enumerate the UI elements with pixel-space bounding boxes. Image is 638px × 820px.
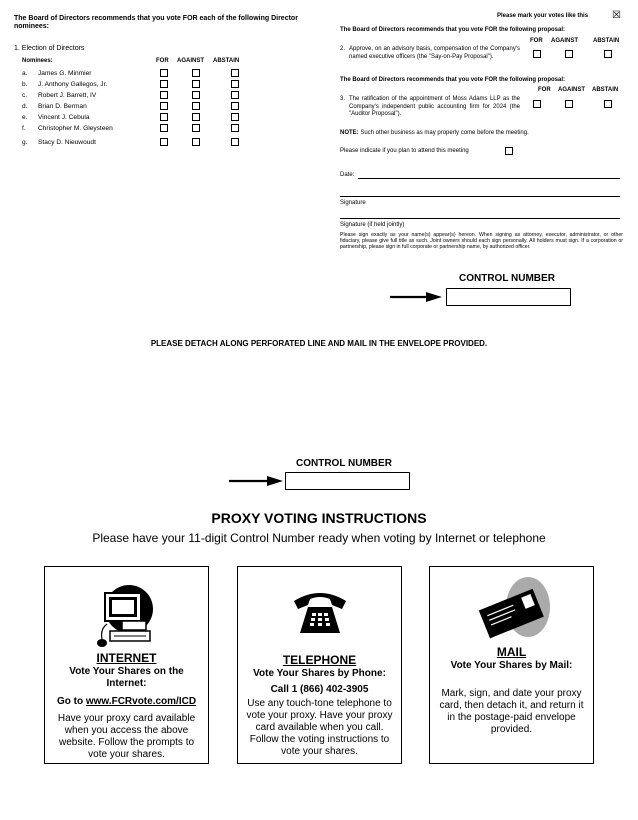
- computer-icon: [92, 579, 162, 649]
- telephone-number: Call 1 (866) 402-3905: [270, 684, 369, 695]
- internet-card: [44, 566, 209, 764]
- proposal-2-against-checkbox[interactable]: [565, 50, 573, 58]
- internet-goto-prefix: Go to: [56, 696, 86, 707]
- arrow-right-icon: [390, 291, 442, 303]
- attend-meeting-checkbox[interactable]: [505, 147, 513, 155]
- telephone-title: TELEPHONE: [282, 653, 357, 667]
- proxy-voting-title: PROXY VOTING INSTRUCTIONS: [211, 510, 427, 526]
- item-3-text: The ratification of the appointment of Moss Adams LLP as the Company's independent public accounting firm for 2024 (the "Auditor Proposal").: [349, 96, 520, 117]
- nominee-abstain-checkbox[interactable]: [231, 124, 239, 132]
- internet-url-link[interactable]: www.FCRvote.com/ICD: [85, 696, 197, 707]
- proposal-2-abstain-checkbox[interactable]: [604, 50, 612, 58]
- board-recommendation-directors: The Board of Directors recommends that you vote FOR each of the following Director nominees:: [14, 15, 298, 30]
- nominee-name: Christopher M. Gleysteen: [38, 125, 113, 132]
- nominee-name: Robert J. Barrett, IV: [38, 92, 97, 99]
- nominee-letter: f.: [22, 125, 26, 132]
- nominee-letter: c.: [22, 92, 28, 99]
- nominee-abstain-checkbox[interactable]: [231, 91, 239, 99]
- telephone-card: [237, 566, 402, 764]
- control-number-label-bottom: CONTROL NUMBER: [296, 458, 392, 469]
- mail-body: Mark, sign, and date your proxy card, then detach it, and return it in the postage-paid envelope provided.: [439, 688, 584, 735]
- detach-instruction: PLEASE DETACH ALONG PERFORATED LINE AND MAIL IN THE ENVELOPE PROVIDED.: [150, 339, 488, 348]
- nominee-for-checkbox[interactable]: [160, 80, 168, 88]
- col-against-label: AGAINST: [177, 58, 204, 64]
- nominee-against-checkbox[interactable]: [192, 102, 200, 110]
- nominee-for-checkbox[interactable]: [160, 69, 168, 77]
- nominee-name: James G. Minmier: [38, 70, 92, 77]
- nominee-abstain-checkbox[interactable]: [231, 80, 239, 88]
- mail-title: MAIL: [496, 645, 527, 659]
- control-number-box-top[interactable]: [446, 288, 571, 306]
- telephone-subtitle: Vote Your Shares by Phone:: [253, 668, 386, 679]
- item-election-of-directors: 1. Election of Directors: [14, 45, 85, 52]
- nominee-letter: d.: [22, 103, 28, 110]
- nominee-name: Vincent J. Cebula: [38, 114, 90, 121]
- internet-body: Have your proxy card available when you access the above website. Follow the prompts to vote your shares.: [57, 713, 196, 760]
- p3-col-abstain-label: ABSTAIN: [592, 87, 619, 93]
- nominee-name: J. Anthony Gallegos, Jr.: [38, 81, 108, 88]
- mark-votes-instruction: Please mark your votes like this: [497, 13, 589, 19]
- p2-col-against-label: AGAINST: [551, 38, 578, 44]
- nominee-against-checkbox[interactable]: [192, 138, 200, 146]
- nominee-against-checkbox[interactable]: [192, 69, 200, 77]
- item-2-number: 2.: [340, 46, 346, 52]
- nominee-against-checkbox[interactable]: [192, 80, 200, 88]
- col-for-label: FOR: [156, 58, 169, 64]
- signature-joint-label: Signature (if held jointly): [340, 222, 405, 228]
- note: [340, 130, 529, 136]
- internet-goto: [45, 696, 208, 708]
- nominee-letter: g.: [22, 139, 28, 146]
- item-2-text: Approve, on an advisory basis, compensation of the Company's named executive officers (the "Say-on-Pay Proposal").: [349, 46, 520, 60]
- proposal-3-for-checkbox[interactable]: [533, 100, 541, 108]
- nominee-abstain-checkbox[interactable]: [231, 138, 239, 146]
- signing-instructions: Please sign exactly as your name(s) appear(s) hereon. When signing as attorney, executor, administrator, or other fiduciary, please give full title as such. Joint owners should each sign personally. All holders must sign. If a corporation or partnership, please sign in full corporate or partnership name, by authorized officer.: [340, 232, 623, 251]
- p3-col-for-label: FOR: [538, 87, 551, 93]
- col-abstain-label: ABSTAIN: [213, 58, 240, 64]
- nominee-abstain-checkbox[interactable]: [231, 102, 239, 110]
- internet-title: INTERNET: [96, 651, 157, 665]
- note-label: NOTE:: [340, 130, 359, 136]
- p3-col-against-label: AGAINST: [558, 87, 585, 93]
- signature-line[interactable]: [340, 196, 620, 197]
- nominee-against-checkbox[interactable]: [192, 113, 200, 121]
- nominee-for-checkbox[interactable]: [160, 124, 168, 132]
- mark-sample-icon: ☒: [612, 10, 621, 21]
- nominee-name: Stacy D. Nieuwoudt: [38, 139, 96, 146]
- nominee-abstain-checkbox[interactable]: [231, 69, 239, 77]
- date-line[interactable]: [358, 178, 620, 179]
- arrow-right-icon: [229, 475, 283, 487]
- signature-label: Signature: [340, 200, 366, 206]
- control-number-box-bottom[interactable]: [285, 472, 410, 490]
- attend-meeting-text: Please indicate if you plan to attend this meeting: [340, 148, 469, 154]
- mail-card: [429, 566, 594, 764]
- nominee-for-checkbox[interactable]: [160, 113, 168, 121]
- item-3-number: 3.: [340, 96, 346, 102]
- telephone-body: Use any touch-tone telephone to vote your proxy. Have your proxy card available when you call. Follow the voting instructions to vote your shares.: [246, 698, 393, 757]
- nominee-against-checkbox[interactable]: [192, 91, 200, 99]
- date-label: Date:: [340, 172, 355, 178]
- mail-envelope-icon: [470, 577, 554, 643]
- control-number-label-top: CONTROL NUMBER: [459, 273, 555, 284]
- nominee-against-checkbox[interactable]: [192, 124, 200, 132]
- p2-col-for-label: FOR: [530, 38, 543, 44]
- p2-col-abstain-label: ABSTAIN: [593, 38, 620, 44]
- nominees-label: Nominees:: [22, 58, 53, 64]
- board-recommendation-proposal-2: The Board of Directors recommends that you vote FOR the following proposal:: [340, 27, 566, 33]
- signature-joint-line[interactable]: [340, 218, 620, 219]
- nominee-letter: e.: [22, 114, 28, 121]
- proxy-voting-subtitle: Please have your 11-digit Control Number ready when voting by Internet or telephone: [92, 531, 546, 545]
- proposal-3-against-checkbox[interactable]: [565, 100, 573, 108]
- telephone-icon: [290, 587, 350, 637]
- nominee-abstain-checkbox[interactable]: [231, 113, 239, 121]
- nominee-name: Brian D. Berman: [38, 103, 87, 110]
- board-recommendation-proposal-3: The Board of Directors recommends that you vote FOR the following proposal:: [340, 77, 566, 83]
- internet-subtitle: Vote Your Shares on the Internet:: [69, 666, 184, 689]
- nominee-letter: a.: [22, 70, 28, 77]
- nominee-for-checkbox[interactable]: [160, 102, 168, 110]
- proposal-3-abstain-checkbox[interactable]: [604, 100, 612, 108]
- note-text: Such other business as may properly come before the meeting.: [360, 130, 529, 136]
- nominee-letter: b.: [22, 81, 28, 88]
- proposal-2-for-checkbox[interactable]: [533, 50, 541, 58]
- mail-subtitle: Vote Your Shares by Mail:: [450, 660, 573, 671]
- nominee-for-checkbox[interactable]: [160, 91, 168, 99]
- nominee-for-checkbox[interactable]: [160, 138, 168, 146]
